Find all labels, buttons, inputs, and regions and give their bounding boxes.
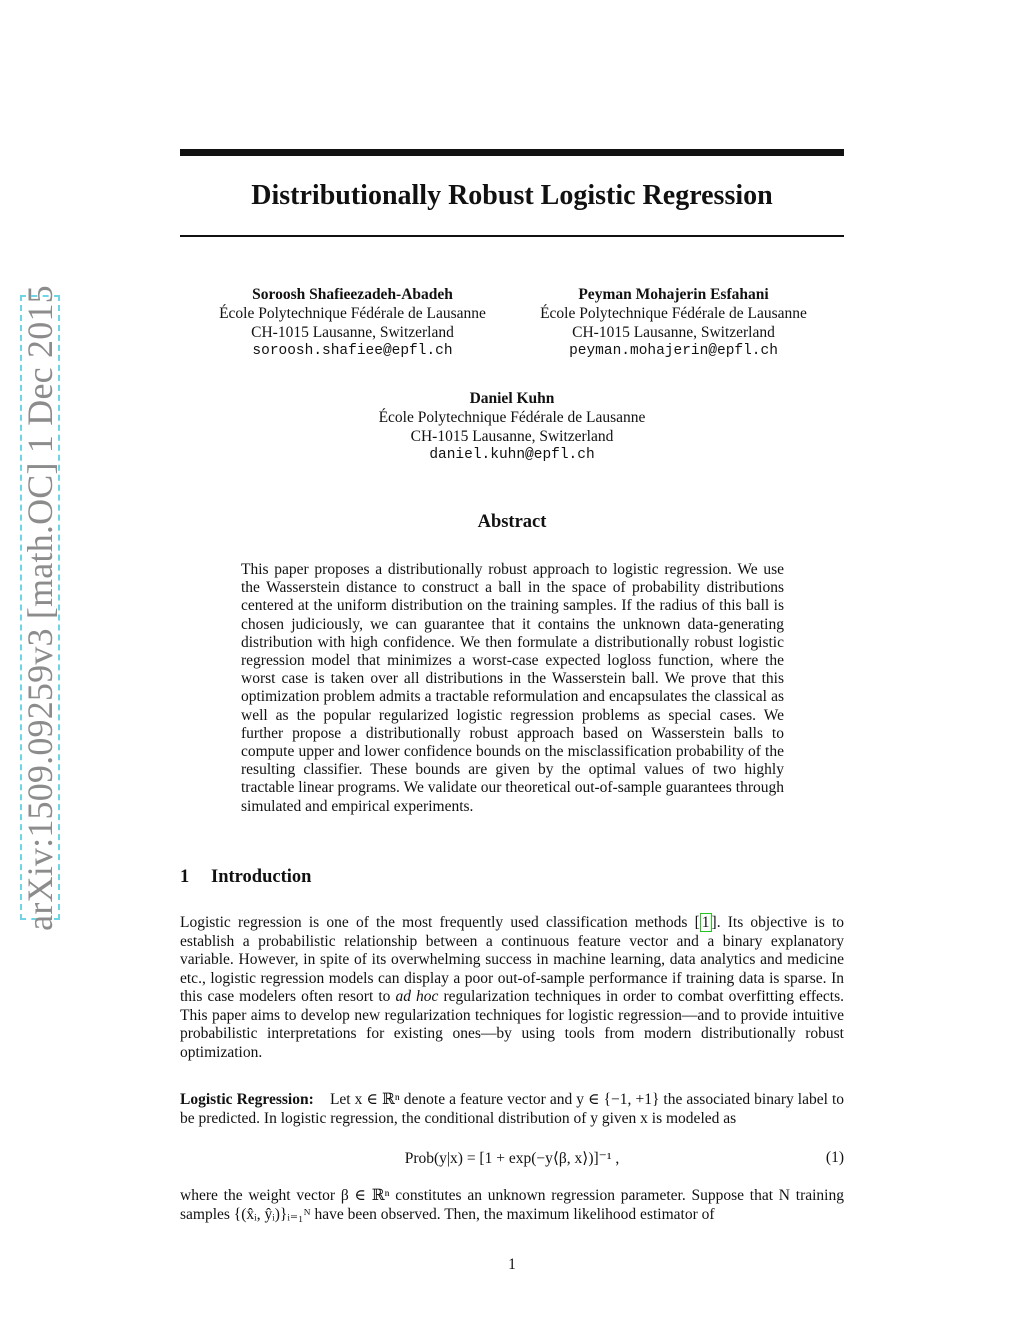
author-email[interactable]: peyman.mohajerin@epfl.ch xyxy=(569,343,778,359)
intro-text-middle: ]. Its objective is to establish a probabilistic relationship between a continuous feature vector and a binary explanatory variable. However, in spite of its overwhelming success in machine learning, data analytics and medicine etc., logistic regression models can display a poor out-of-sample performance if training data is sparse. In this case modelers often resort to xyxy=(180,914,844,1005)
author-email[interactable]: soroosh.shafiee@epfl.ch xyxy=(252,343,453,359)
author-affiliation: École Polytechnique Fédérale de Lausanne xyxy=(378,409,646,426)
author-block-2 xyxy=(516,285,831,361)
author-block-1 xyxy=(195,285,510,361)
intro-text-start: Logistic regression is one of the most frequently used classification methods [ xyxy=(180,914,700,931)
paragraph-text: Let x ∈ ℝⁿ denote a feature vector and y ∈ {−1, +1} the associated binary label to be predicted. In logistic regression, the conditional distribution of y given x is modeled as xyxy=(180,1091,844,1127)
author-address: CH-1015 Lausanne, Switzerland xyxy=(572,324,775,341)
author-address: CH-1015 Lausanne, Switzerland xyxy=(251,324,454,341)
abstract-text: This paper proposes a distributionally robust approach to logistic regression. We use the Wasserstein distance to construct a ball in the space of probability distributions centered at the uniform distribution on the training samples. If the radius of this ball is chosen judiciously, we can guarantee that it contains the unknown data-generating distribution with high confidence. We then formulate a distributionally robust logistic regression model that minimizes a worst-case expected logloss function, where the worst case is taken over all distributions in the Wasserstein ball. We prove that this optimization problem admits a tractable reformulation and encapsulates the classical as well as the popular regularized logistic regression problems as special cases. We further propose a distributionally robust approach based on Wasserstein balls to compute upper and lower confidence bounds on the misclassification probability of the resulting classifier. These bounds are given by the optimal values of two highly tractable linear programs. We validate our theoretical out-of-sample guarantees through simulated and empirical experiments. xyxy=(241,561,784,815)
citation-link[interactable]: 1 xyxy=(701,914,710,931)
paragraph-label: Logistic Regression: xyxy=(180,1091,314,1108)
abstract-heading: Abstract xyxy=(477,512,547,532)
page-number: 1 xyxy=(508,1256,516,1273)
section-heading xyxy=(180,867,311,888)
equation-number: (1) xyxy=(825,1149,844,1166)
author-affiliation: École Polytechnique Fédérale de Lausanne xyxy=(219,305,486,322)
author-block-3 xyxy=(352,389,672,465)
author-name: Peyman Mohajerin Esfahani xyxy=(578,286,769,303)
intro-text-end: regularization techniques in order to combat overfitting effects. This paper aims to develop new regularization techniques for logistic regression—and to provide intuitive probabilistic interpretations for existing ones—by using tools from modern distributionally robust optimization. xyxy=(180,988,845,1061)
equation-body: Prob(y|x) = [1 + exp(−y⟨β, x⟩)]⁻¹ , xyxy=(404,1150,620,1167)
author-email[interactable]: daniel.kuhn@epfl.ch xyxy=(429,447,595,463)
arxiv-stamp-text: arXiv:1509.09259v3 [math.OC] 1 Dec 2015 xyxy=(20,284,60,931)
section-number: 1 xyxy=(180,867,190,887)
author-address: CH-1015 Lausanne, Switzerland xyxy=(410,428,614,445)
intro-italic-term: ad hoc xyxy=(395,988,439,1005)
section-title: Introduction xyxy=(211,867,312,887)
logistic-regression-paragraph xyxy=(180,1091,844,1128)
intro-paragraph xyxy=(180,914,844,1062)
title-bottom-rule xyxy=(180,235,844,237)
arxiv-stamp[interactable] xyxy=(20,284,60,931)
equation-1 xyxy=(180,1149,844,1173)
paper-title: Distributionally Robust Logistic Regression xyxy=(251,180,773,211)
author-name: Soroosh Shafieezadeh-Abadeh xyxy=(252,286,453,303)
weight-vector-paragraph: where the weight vector β ∈ ℝⁿ constitutes an unknown regression parameter. Suppose that N training samples {(x̂ᵢ, ŷᵢ)}ᵢ₌₁ᴺ have been observed. Then, the maximum likelihood estimator of xyxy=(180,1187,844,1223)
author-name: Daniel Kuhn xyxy=(469,390,555,407)
title-top-rule xyxy=(180,149,844,156)
author-affiliation: École Polytechnique Fédérale de Lausanne xyxy=(540,305,807,322)
